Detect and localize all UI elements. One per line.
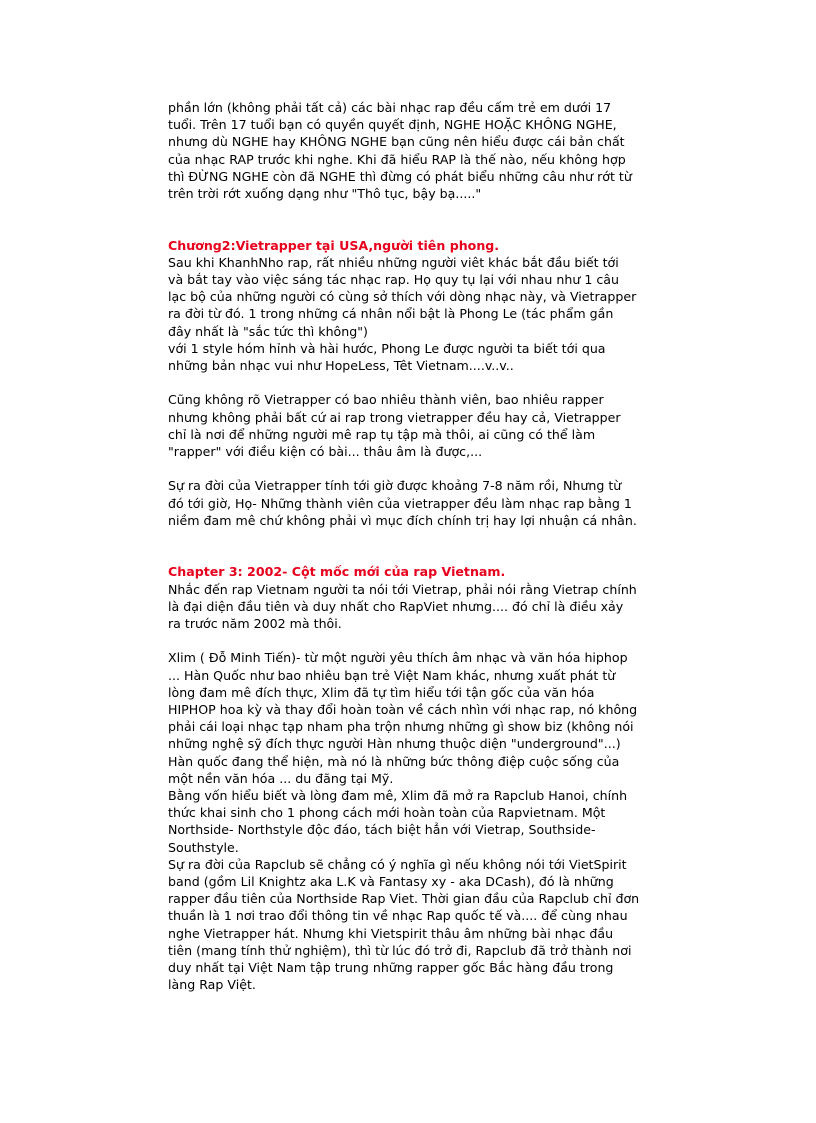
text-line: phải cái loại nhạc tạp nham pha trộn nhưng những gì show biz (không nói bbox=[168, 719, 634, 735]
text-line: rapper đầu tiên của Northside Rap Viet. Thời gian đầu của Rapclub chỉ đơn bbox=[168, 891, 640, 907]
text-line: đây nhất là "sắc tức thì không") bbox=[168, 323, 368, 339]
text-line: là đại diện đầu tiên và duy nhất cho RapViet nhưng.... đó chỉ là điều xảy bbox=[168, 598, 624, 614]
chapter3-paragraph-2 bbox=[168, 649, 678, 993]
text-line: ra trước năm 2002 mà thôi. bbox=[168, 616, 342, 631]
spacer bbox=[168, 202, 678, 219]
text-line: thì ĐỪNG NGHE còn đã NGHE thì đừng có phát biểu những câu như rớt từ bbox=[168, 168, 632, 184]
text-line: chỉ là nơi để những người mê rap tụ tập mà thôi, ai cũng có thể làm bbox=[168, 426, 596, 442]
text-line: Sự ra đời của Vietrapper tính tới giờ được khoảng 7-8 năm rồi, Nhưng từ bbox=[168, 478, 622, 494]
text-line: lạc bộ của những người có cùng sở thích với dòng nhạc này, và Vietrapper bbox=[168, 289, 637, 305]
spacer bbox=[168, 529, 678, 546]
text-line: đó tới giờ, Họ- Những thành viên của vietrapper đều làm nhạc rap bằng 1 bbox=[168, 495, 632, 511]
text-line: tuổi. Trên 17 tuổi bạn có quyền quyết định, NGHE HOẶC KHÔNG NGHE, bbox=[168, 117, 617, 133]
intro-paragraph bbox=[168, 99, 678, 202]
chapter3-paragraph-1 bbox=[168, 581, 678, 633]
text-line: của nhạc RAP trước khi nghe. Khi đã hiểu RAP là thế nào, nếu không hợp bbox=[168, 151, 626, 167]
text-line: thức khai sinh cho 1 phong cách mới hoàn toàn của Rapvietnam. Một bbox=[168, 805, 606, 821]
text-line: nhưng không phải bất cứ ai rap trong vietrapper đều hay cả, Vietrapper bbox=[168, 409, 621, 425]
spacer bbox=[168, 219, 678, 236]
text-line: Sau khi KhanhNho rap, rất nhiều những người viêt khác bắt đầu biết tới bbox=[168, 254, 619, 270]
text-line: Hàn quốc đang thể hiện, mà nó là những bức thông điệp cuộc sống của bbox=[168, 753, 620, 769]
spacer bbox=[168, 374, 678, 391]
text-line: những bản nhạc vui như HopeLess, Têt Vietnam....v..v.. bbox=[168, 358, 514, 374]
spacer bbox=[168, 632, 678, 649]
text-line: Southstyle. bbox=[168, 839, 239, 855]
text-line: tiên (mang tính thử nghiệm), thì từ lúc đó trở đi, Rapclub đã trở thành nơi bbox=[168, 942, 632, 958]
text-line: phần lớn (không phải tất cả) các bài nhạc rap đều cấm trẻ em dưới 17 bbox=[168, 100, 612, 115]
text-line: thuần là 1 nơi trao đổi thông tin về nhạc Rap quốc tế và.... để cùng nhau bbox=[168, 908, 628, 924]
text-line: Bằng vốn hiểu biết và lòng đam mê, Xlim đã mở ra Rapclub Hanoi, chính bbox=[168, 788, 628, 804]
text-line: "rapper" với điều kiện có bài... thâu âm là được,... bbox=[168, 444, 483, 460]
text-line: duy nhất tại Việt Nam tập trung những rapper gốc Bắc hàng đầu trong bbox=[168, 960, 614, 976]
text-line: Xlim ( Đỗ Minh Tiến)- từ một người yêu thích âm nhạc và văn hóa hiphop bbox=[168, 650, 628, 666]
text-line: những nghệ sỹ đích thực người Hàn nhưng thuộc diện "underground"...) bbox=[168, 736, 621, 752]
text-line: nghe Vietrapper hát. Nhưng khi Vietspirit thâu âm những bài nhạc đầu bbox=[168, 925, 614, 941]
chapter2-heading: Chương2:Vietrapper tại USA,người tiên phong. bbox=[168, 237, 500, 253]
chapter3-heading: Chapter 3: 2002- Cột mốc mới của rap Vietnam. bbox=[168, 564, 506, 580]
text-line: Nhắc đến rap Vietnam người ta nói tới Vietrap, phải nói rằng Vietrap chính bbox=[168, 581, 637, 597]
document-page bbox=[168, 99, 678, 993]
text-line: HIPHOP hoa kỳ và thay đổi hoàn toàn về cách nhìn với nhạc rap, nó không bbox=[168, 702, 638, 717]
text-line: ... Hàn Quốc như bao nhiêu bạn trẻ Việt Nam khác, nhưng xuất phát từ bbox=[168, 667, 616, 683]
text-line: lòng đam mê đích thực, Xlim đã tự tìm hiểu tới tận gốc của văn hóa bbox=[168, 684, 595, 700]
text-line: band (gồm Lil Knightz aka L.K và Fantasy xy - aka DCash), đó là những bbox=[168, 874, 614, 890]
spacer bbox=[168, 546, 678, 563]
text-line: với 1 style hóm hỉnh và hài hước, Phong Le được người ta biết tới qua bbox=[168, 340, 606, 356]
text-line: trên trời rớt xuống dạng như "Thô tục, bậy bạ....." bbox=[168, 186, 482, 202]
text-line: Northside- Northstyle độc đáo, tách biệt hẳn với Vietrap, Southside- bbox=[168, 822, 596, 838]
chapter2-paragraph-1 bbox=[168, 254, 678, 374]
text-line: ra đời từ đó. 1 trong những cá nhân nổi bật là Phong Le (tác phẩm gần bbox=[168, 306, 614, 322]
text-line: và bắt tay vào việc sáng tác nhạc rap. Họ quy tụ lại với nhau như 1 câu bbox=[168, 272, 619, 287]
text-line: một nền văn hóa ... du đãng tại Mỹ. bbox=[168, 770, 394, 786]
text-line: làng Rap Việt. bbox=[168, 977, 256, 993]
chapter2-paragraph-3 bbox=[168, 477, 678, 529]
text-line: nhưng dù NGHE hay KHÔNG NGHE bạn cũng nên hiểu được cái bản chất bbox=[168, 134, 625, 150]
spacer bbox=[168, 460, 678, 477]
text-line: niềm đam mê chứ không phải vì mục đích chính trị hay lợi nhuận cá nhân. bbox=[168, 512, 637, 528]
text-line: Cũng không rõ Vietrapper có bao nhiêu thành viên, bao nhiêu rapper bbox=[168, 392, 604, 408]
chapter2-paragraph-2 bbox=[168, 391, 678, 460]
text-line: Sự ra đời của Rapclub sẽ chẳng có ý nghĩa gì nếu không nói tới VietSpirit bbox=[168, 856, 627, 872]
